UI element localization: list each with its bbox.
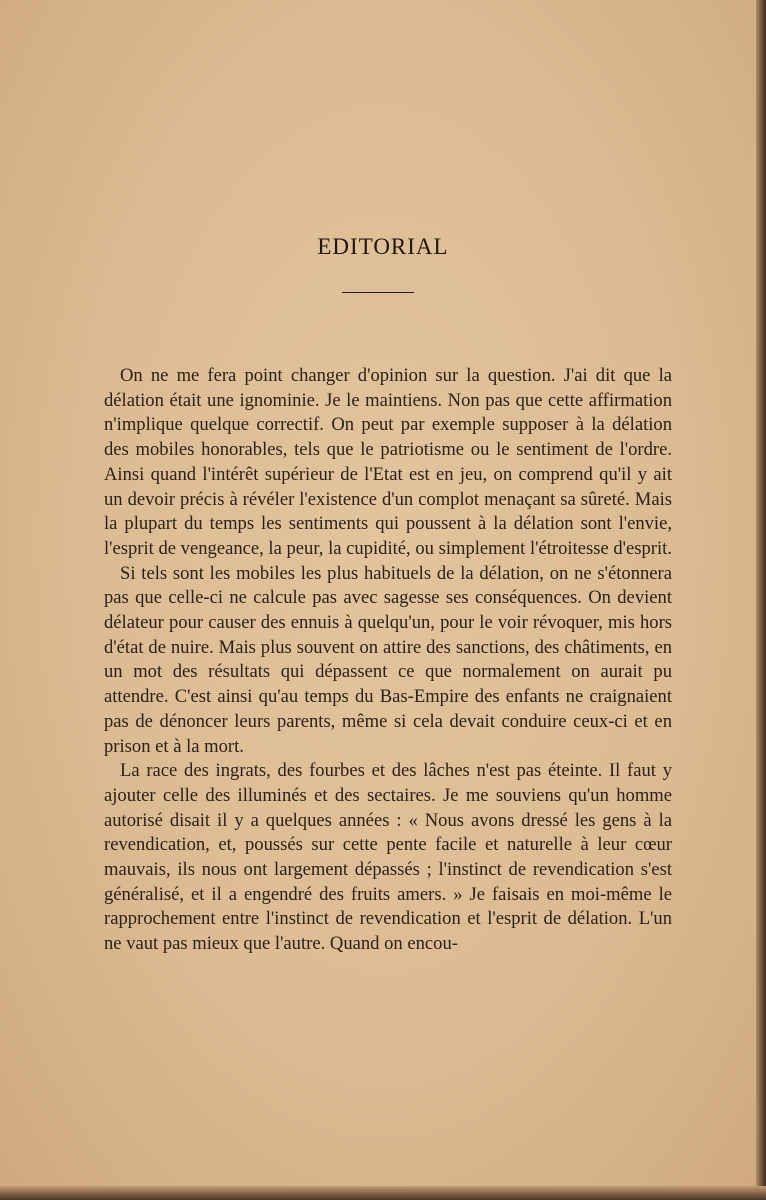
page-bottom-edge bbox=[0, 1186, 766, 1200]
paragraph-1: On ne me fera point changer d'opinion sur la question. J'ai dit que la délation était une ignominie. Je le maintiens. Non pas que cette affirmation n'implique quelque correctif. On peut par exemple supposer à la délation des mobiles honorables, tels que le patriotisme ou le sentiment de l'ordre. Ainsi quand l'intérêt supérieur de l'Etat est en jeu, on comprend qu'il y ait un devoir précis à révéler l'existence d'un complot menaçant sa sûreté. Mais la plupart du temps les sentiments qui poussent à la délation sont l'envie, l'esprit de vengeance, la peur, la cupidité, ou simplement l'étroitesse d'esprit. bbox=[104, 365, 672, 559]
title-divider bbox=[342, 292, 414, 293]
paragraph-2: Si tels sont les mobiles les plus habituels de la délation, on ne s'étonnera pas que celle-ci ne calcule pas avec sagesse ses conséquences. On devient délateur pour causer des ennuis à quelqu'un, pour le voir révoquer, mis hors d'état de nuire. Mais plus souvent on attire des sanctions, des châtiments, en un mot des résultats qui dépassent ce que normalement on aurait pu attendre. C'est ainsi qu'au temps du Bas-Empire des enfants ne craignaient pas de dénoncer leurs parents, même si cela devait conduire ceux-ci et en prison et à la mort. bbox=[104, 562, 672, 757]
article-body bbox=[104, 364, 672, 957]
page-edge-shadow bbox=[756, 0, 766, 1200]
paragraph-3: La race des ingrats, des fourbes et des lâches n'est pas éteinte. Il faut y ajouter celle des illuminés et des sectaires. Je me souviens qu'un homme autorisé disait il y a quelques années : « Nous avons dressé les gens à la revendication, et, poussés sur cette pente facile et naturelle à leur cœur mauvais, ils nous ont largement dépassés ; l'instinct de revendication s'est généralisé, et il a engendré des fruits amers. » Je faisais en moi-même le rapprochement entre l'instinct de revendication et l'esprit de délation. L'un ne vaut pas mieux que l'autre. Quand on encou- bbox=[104, 760, 672, 955]
page-title: EDITORIAL bbox=[317, 234, 449, 259]
